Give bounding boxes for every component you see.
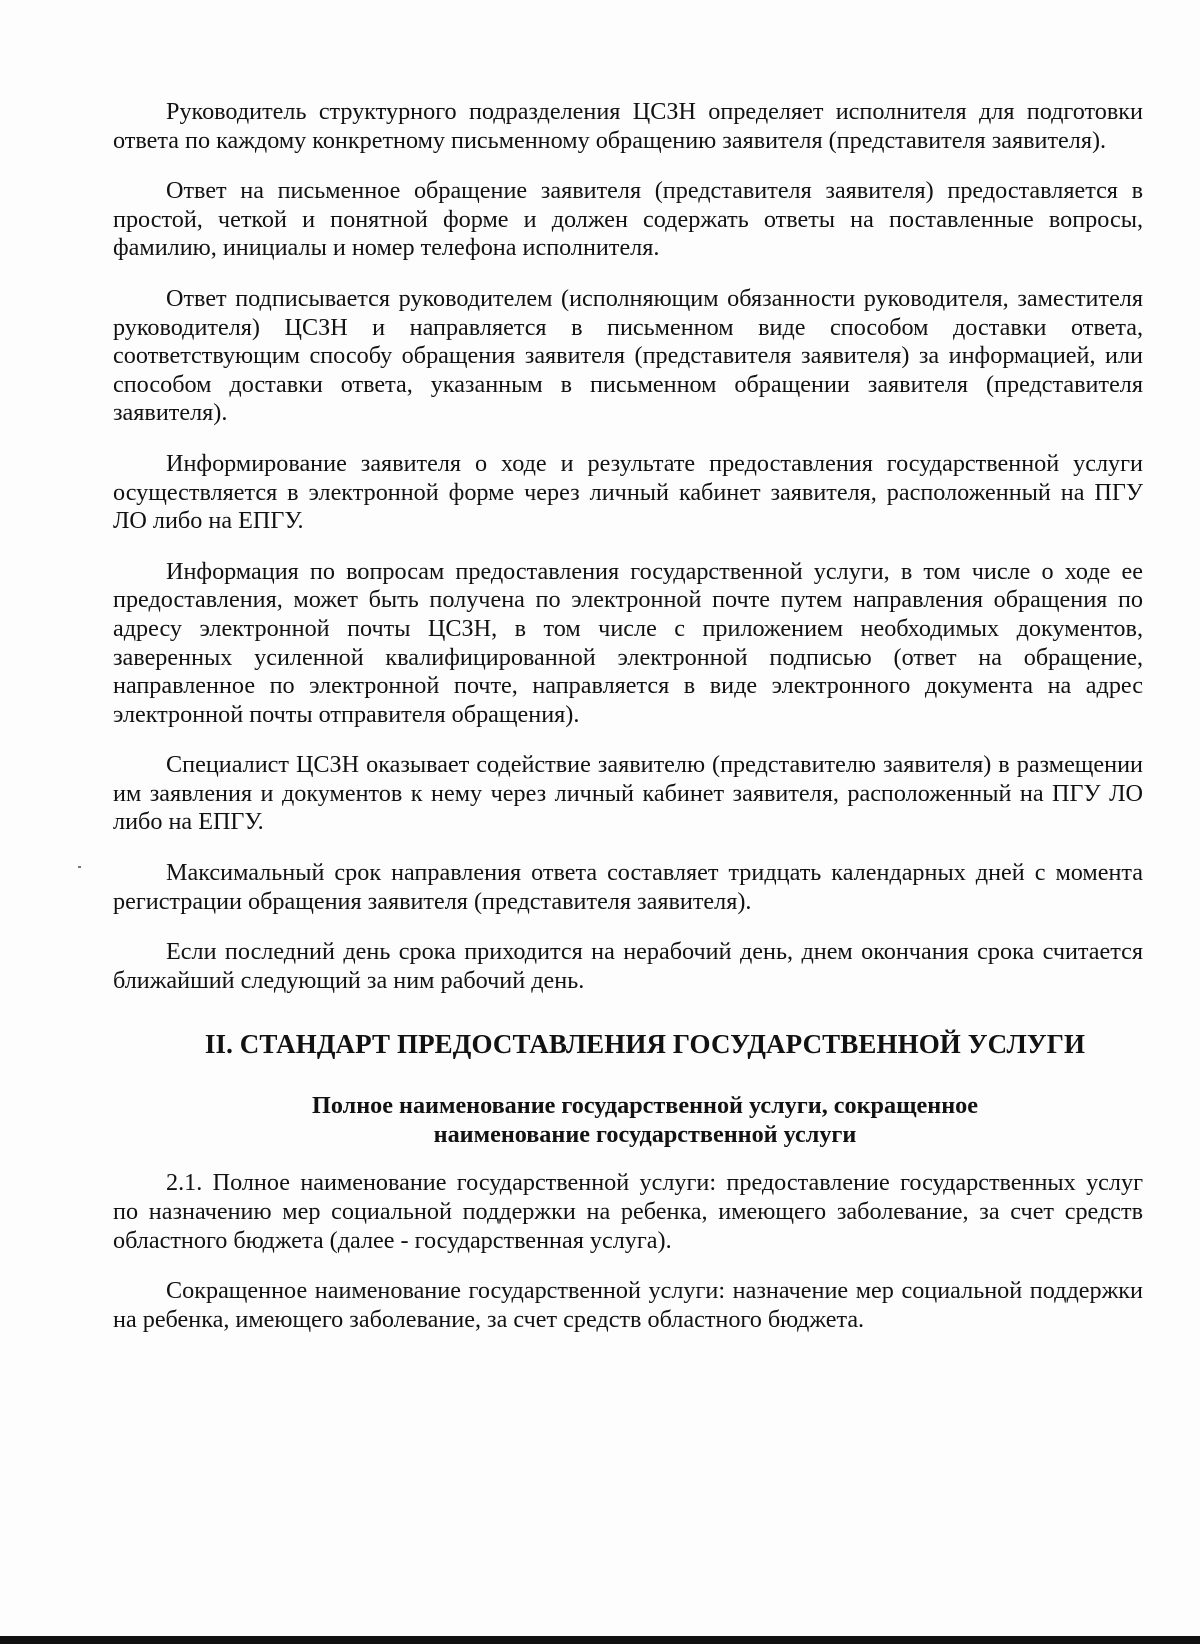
paragraph-full-service-name: 2.1. Полное наименование государственной услуги: предоставление государственных услуг по назначению мер социальной поддержки на ребенка, имеющего заболевание, за счет средств областного бюджета (далее - государственная услуга). — [113, 1169, 1143, 1254]
paragraph-email-information: Информация по вопросам предоставления государственной услуги, в том числе о ходе ее предоставления, может быть получена по электронной почте путем направления обращения по адресу электронной почты ЦСЗН, в том числе с приложением необходимых документов, заверенных усиленной квалифицированной электронной подписью (ответ на обращение, направленное по электронной почте, направляется в виде электронного документа на адрес электронной почты отправителя обращения). — [113, 557, 1143, 728]
paragraph-answer-signing: Ответ подписывается руководителем (исполняющим обязанности руководителя, заместителя руководителя) ЦСЗН и направляется в письменном виде способом доставки ответа, соответствующим способу обращения заявителя (представителя заявителя) за информацией, или способом доставки ответа, указанным в письменном обращении заявителя (представителя заявителя). — [113, 284, 1143, 427]
subsection-title-line-1: Полное наименование государственной услуги, сокращенное — [312, 1092, 978, 1120]
scan-bottom-edge — [0, 1636, 1200, 1644]
paragraph-max-term: Максимальный срок направления ответа составляет тридцать календарных дней с момента регистрации обращения заявителя (представителя заявителя). — [113, 859, 1143, 915]
subsection-title-line-2: наименование государственной услуги — [433, 1121, 857, 1149]
paragraph-specialist-assistance: Специалист ЦСЗН оказывает содействие заявителю (представителю заявителя) в размещении им заявления и документов к нему через личный кабинет заявителя, расположенный на ПГУ ЛО либо на ЕПГУ. — [113, 751, 1143, 836]
subsection-title — [113, 1091, 1143, 1149]
paragraph-answer-form: Ответ на письменное обращение заявителя (представителя заявителя) предоставляется в простой, четкой и понятной форме и должен содержать ответы на поставленные вопросы, фамилию, инициалы и номер телефона исполнителя. — [113, 177, 1143, 262]
paragraph-executor-assignment: Руководитель структурного подразделения ЦСЗН определяет исполнителя для подготовки ответа по каждому конкретному письменному обращению заявителя (представителя заявителя). — [113, 98, 1143, 154]
paragraph-nonworking-day: Если последний день срока приходится на нерабочий день, днем окончания срока считается ближайший следующий за ним рабочий день. — [113, 938, 1143, 994]
document-body — [113, 98, 1143, 1356]
section-title: II. СТАНДАРТ ПРЕДОСТАВЛЕНИЯ ГОСУДАРСТВЕННОЙ УСЛУГИ — [204, 1029, 1086, 1060]
paragraph-informing: Информирование заявителя о ходе и результате предоставления государственной услуги осуществляется в электронной форме через личный кабинет заявителя, расположенный на ПГУ ЛО либо на ЕПГУ. — [113, 449, 1143, 535]
scan-speck — [78, 866, 81, 868]
paragraph-short-service-name: Сокращенное наименование государственной услуги: назначение мер социальной поддержки на ребенка, имеющего заболевание, за счет средств областного бюджета. — [113, 1277, 1143, 1333]
